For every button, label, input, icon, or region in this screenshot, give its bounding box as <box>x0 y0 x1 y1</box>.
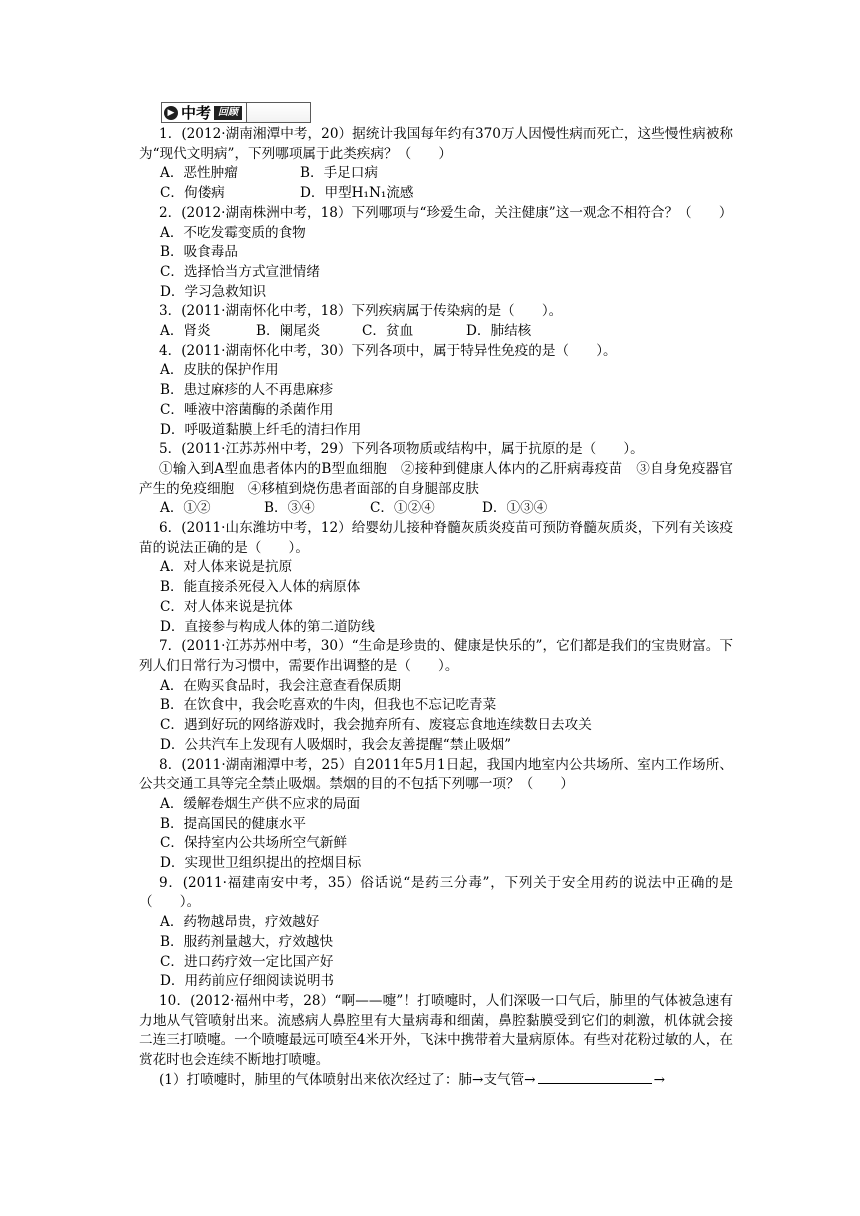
question-6-option-b: B．能直接杀死侵入人体的病原体 <box>160 579 361 596</box>
section-subtitle: 回顾 <box>214 106 242 120</box>
question-9-stem: 9．(2011·福建南安中考，35）俗话说“是药三分毒”，下列关于安全用药的说法中正确的是（ ）。 <box>139 874 733 911</box>
question-9-option-a: A．药物越昂贵，疗效越好 <box>160 914 320 931</box>
question-3-option-b: B．阑尾炎 <box>256 323 321 340</box>
question-6-option-a: A．对人体来说是抗原 <box>160 559 293 576</box>
section-header <box>161 102 311 123</box>
question-10-stem: 10．(2012·福州中考，28）“啊——嚏”！打喷嚏时，人们深吸一口气后，肺里的气体被急速有力地从气管喷射出来。流感病人鼻腔里有大量病毒和细菌，鼻腔黏膜受到它们的刺激，机体就会接二连三打喷嚏。一个喷嚏最远可喷至4米开外，飞沫中携带着大量病原体。有些对花粉过敏的人，在赏花时也会连续不断地打喷嚏。 <box>139 992 733 1069</box>
question-7-option-b: B．在饮食中，我会吃喜欢的牛肉，但我也不忘记吃青菜 <box>160 697 497 714</box>
question-3-option-a: A．肾炎 <box>160 323 211 340</box>
arrow-right-icon: ▶ <box>164 106 178 120</box>
question-10-sub-1-label: (1）打喷嚏时，肺里的气体喷射出来依次经过了：肺→支气管→ <box>159 1071 536 1088</box>
question-list <box>139 125 733 1090</box>
question-9-option-c: C．进口药疗效一定比国产好 <box>160 953 334 970</box>
question-3-options <box>139 322 733 342</box>
question-2-option-d: D．学习急救知识 <box>160 283 267 300</box>
question-5-option-c: C．①②④ <box>370 500 435 517</box>
question-1-option-d: D．甲型H₁N₁流感 <box>300 185 414 202</box>
question-6-option-d: D．直接参与构成人体的第二道防线 <box>160 618 375 635</box>
question-1-option-c: C．佝偻病 <box>160 185 225 202</box>
question-5-options <box>139 499 733 519</box>
question-4-option-c: C．唾液中溶菌酶的杀菌作用 <box>160 401 334 418</box>
section-title: 中考 <box>181 104 212 122</box>
question-3-option-d: D．肺结核 <box>466 323 532 340</box>
question-2-option-c: C．选择恰当方式宣泄情绪 <box>160 263 320 280</box>
question-4-option-d: D．呼吸道黏膜上纤毛的清扫作用 <box>160 421 362 438</box>
question-10-sub-1 <box>139 1071 733 1091</box>
arrow-icon: → <box>653 1071 665 1088</box>
question-7-option-a: A．在购买食品时，我会注意查看保质期 <box>160 677 401 694</box>
question-5-items: ①输入到A型血患者体内的B型血细胞 ②接种到健康人体内的乙肝病毒疫苗 ③自身免疫器官产生的免疫细胞 ④移植到烧伤患者面部的自身腿部皮肤 <box>139 460 733 497</box>
question-4-stem: 4．(2011·湖南怀化中考，30）下列各项中，属于特异性免疫的是（ ）。 <box>159 342 617 359</box>
question-8-option-b: B．提高国民的健康水平 <box>160 815 306 832</box>
question-1-option-a: A．恶性肿瘤 <box>160 165 238 182</box>
question-7-option-c: C．遇到好玩的网络游戏时，我会抛弃所有、废寝忘食地连续数日去攻关 <box>160 717 592 734</box>
question-4-option-a: A．皮肤的保护作用 <box>160 362 279 379</box>
question-5-option-b: B．③④ <box>264 500 315 517</box>
question-8-option-a: A．缓解卷烟生产供不应求的局面 <box>160 795 361 812</box>
question-1-stem: 1．(2012·湖南湘潭中考，20）据统计我国每年约有370万人因慢性病而死亡，这些慢性病被称为“现代文明病”，下列哪项属于此类疾病？（ ） <box>139 126 733 162</box>
question-1-options-2 <box>139 184 733 204</box>
question-2-option-b: B．吸食毒品 <box>160 244 238 261</box>
question-1-options <box>139 164 733 184</box>
answer-blank[interactable] <box>538 1071 652 1084</box>
question-8-stem: 8．(2011·湖南湘潭中考，25）自2011年5月1日起，我国内地室内公共场所、室内工作场所、公共交通工具等完全禁止吸烟。禁烟的目的不包括下列哪一项？（ ） <box>139 756 733 793</box>
question-3-stem: 3．(2011·湖南怀化中考，18）下列疾病属于传染病的是（ ）。 <box>159 303 563 320</box>
question-9-option-d: D．用药前应仔细阅读说明书 <box>160 973 335 990</box>
question-5-option-d: D．①③④ <box>482 500 548 517</box>
question-8-option-d: D．实现世卫组织提出的控烟目标 <box>160 855 362 872</box>
question-2-stem: 2．(2012·湖南株洲中考，18）下列哪项与“珍爱生命，关注健康”这一观念不相符合？（ ） <box>159 204 733 221</box>
question-1-option-b: B．手足口病 <box>300 165 378 182</box>
header-rule <box>246 103 310 122</box>
question-9-option-b: B．服药剂量越大，疗效越快 <box>160 933 334 950</box>
question-4-option-b: B．患过麻疹的人不再患麻疹 <box>160 382 334 399</box>
question-6-stem: 6．(2011·山东潍坊中考，12）给婴幼儿接种脊髓灰质炎疫苗可预防脊髓灰质炎，下列有关该疫苗的说法正确的是（ ）。 <box>139 520 733 556</box>
question-5-option-a: A．①② <box>160 500 211 517</box>
question-2-option-a: A．不吃发霉变质的食物 <box>160 224 306 241</box>
question-3-option-c: C．贫血 <box>362 323 414 340</box>
question-7-option-d: D．公共汽车上发现有人吸烟时，我会友善提醒“禁止吸烟” <box>160 736 512 753</box>
question-6-option-c: C．对人体来说是抗体 <box>160 598 293 615</box>
question-7-stem: 7．(2011·江苏苏州中考，30）“生命是珍贵的、健康是快乐的”，它们都是我们的宝贵财富。下列人们日常行为习惯中，需要作出调整的是（ ）。 <box>139 638 733 674</box>
question-5-stem: 5．(2011·江苏苏州中考，29）下列各项物质或结构中，属于抗原的是（ ）。 <box>159 441 644 458</box>
question-8-option-c: C．保持室内公共场所空气新鲜 <box>160 835 348 852</box>
